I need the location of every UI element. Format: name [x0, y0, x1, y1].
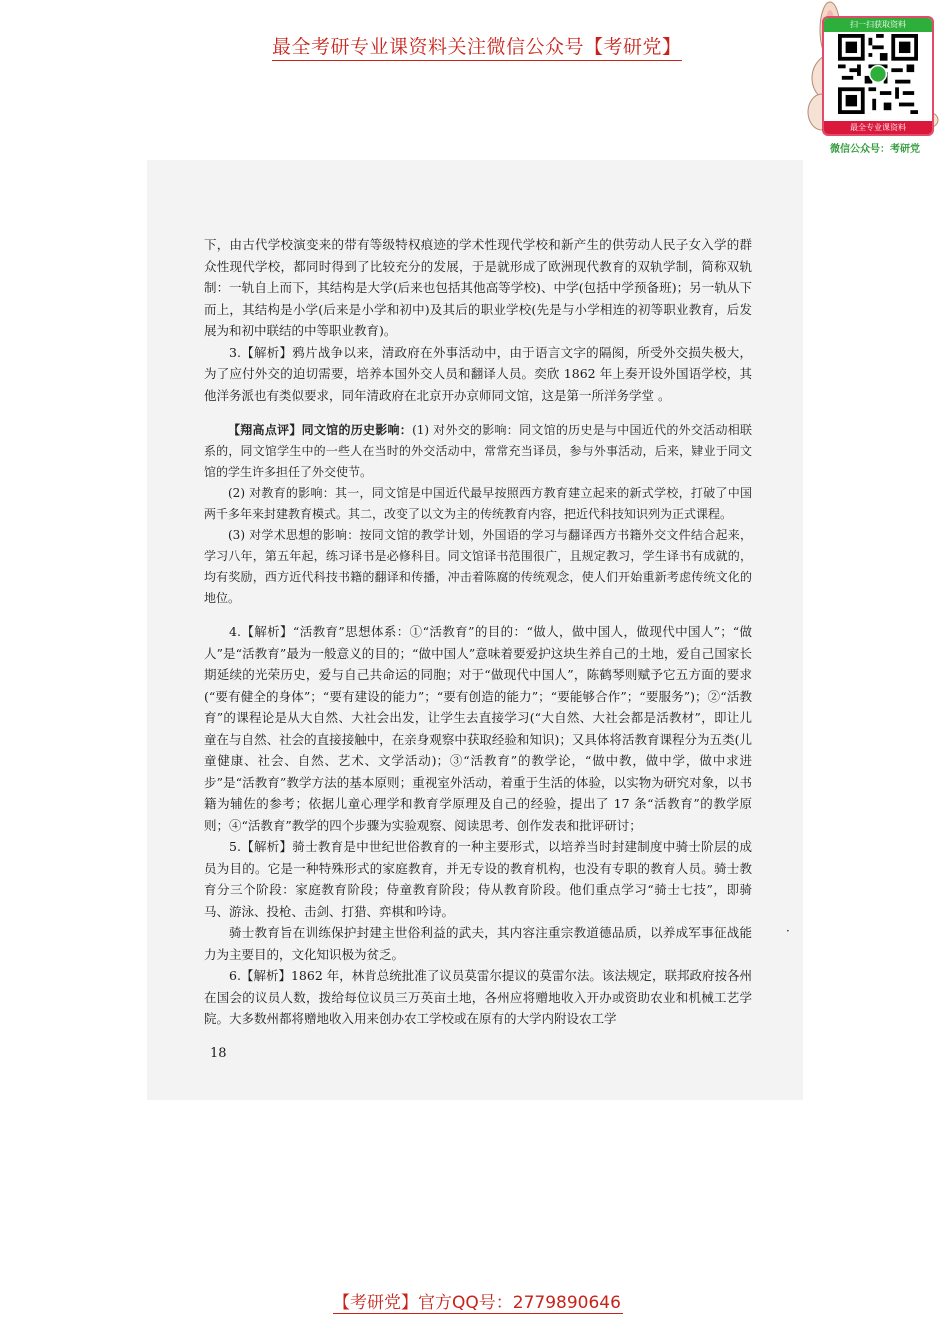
- wechat-account-label: 微信公众号：考研党: [830, 144, 920, 155]
- paragraph-continued: 下，由古代学校演变来的带有等级特权痕迹的学术性现代学校和新产生的供劳动人民子女入学的群众性现代学校，都同时得到了比较充分的发展，于是就形成了欧洲现代教育的双轨学制，简称双轨制：一轨自上而下，其结构是大学(后来也包括其他高等学校)、中学(包括中学预备班)；另一轨从下而上，其结构是小学(后来是小学和初中)及其后的职业学校(先是与小学相连的初等职业教育，后发展为和初中联结的中等职业教育)。: [204, 237, 752, 338]
- footer-contact[interactable]: 【考研党】官方QQ号：2779890646: [333, 1288, 623, 1314]
- paragraph-knight-education: 骑士教育旨在训练保护封建主世俗利益的武夫，其内容注重宗教道德品质，以养成军事征战能力为主要目的，文化知识极为贫乏。: [204, 925, 752, 962]
- note-paragraph-1-text: (1) 对外交的影响：同文馆的历史是与中国近代的外交活动相联系的，同文馆学生中的一些人在当时的外交活动中，常常充当译员，参与外事活动，后来，肄业于同文馆的学生许多担任了外交使节。: [204, 423, 752, 479]
- page-number: 18: [210, 1046, 227, 1061]
- qr-bottom-label: 最全专业课资料: [824, 121, 932, 134]
- qr-promo[interactable]: [800, 0, 950, 160]
- document-body: [204, 234, 752, 1030]
- top-banner[interactable]: 最全考研专业课资料关注微信公众号【考研党】: [272, 32, 682, 61]
- note-paragraph-1: [204, 420, 752, 483]
- note-paragraph-3: (3) 对学术思想的影响：按同文馆的教学计划，外国语的学习与翻译西方书籍外交文件结合起来，学习八年，第五年起，练习译书是必修科目。同文馆译书范围很广，且规定教习，学生译书有成就的，均有奖励，西方近代科技书籍的翻译和传播，冲击着陈腐的传统观念，使人们开始重新考虑传统文化的地位。: [204, 528, 752, 605]
- paragraph-answer-3: 3.【解析】鸦片战争以来，清政府在外事活动中，由于语言文字的隔阂，所受外交损失极大，为了应付外交的迫切需要，培养本国外交人员和翻译人员。奕欣 1862 年上奏开设外国语学校，其他洋务派也有类似要求，同年清政府在北京开办京师同文馆，这是第一所洋务学堂 。: [204, 344, 752, 403]
- paragraph-answer-4: 4.【解析】“活教育”思想体系：①“活教育”的目的：“做人，做中国人，做现代中国人”；“做人”是“活教育”最为一般意义的目的；“做中国人”意味着要爱护这块生养自己的土地，爱自己国家长期延续的光荣历史，爱与自己共命运的同胞；对于“做现代中国人”，陈鹤琴则赋予它五方面的要求(“要有健全的身体”；“要有建设的能力”；“要有创造的能力”；“要能够合作”；“要服务”)；②“活教育”的课程论是从大自然、大社会出发，让学生去直接学习(“大自然、大社会都是活教材”，即让儿童在与自然、社会的直接接触中，在亲身观察中获取经验和知识)；又具体将活教育课程分为五类(儿童健康、社会、自然、艺术、文学活动)；③“活教育”的教学论，“做中教，做中学，做中求进步”是“活教育”教学方法的基本原则；重视室外活动，着重于生活的体验，以实物为研究对象，以书籍为辅佐的参考；依据儿童心理学和教育学原理及自己的经验，提出了 17 条“活教育”的教学原则；④“活教育”教学的四个步骤为实验观察、阅读思考、创作发表和批评研讨；: [204, 624, 752, 833]
- qr-code-icon[interactable]: [838, 34, 918, 114]
- paragraph-answer-6: 6.【解析】1862 年，林肯总统批准了议员莫雷尔提议的莫雷尔法。该法规定，联邦政府按各州在国会的议员人数，拨给每位议员三万英亩土地，各州应将赠地收入开办或资助农业和机械工艺学院。大多数州都将赠地收入用来创办农工学校或在原有的大学内附设农工学: [204, 968, 752, 1026]
- note-label: 【翔高点评】同文馆的历史影响：: [228, 423, 413, 437]
- commentary-note: [204, 420, 752, 609]
- qr-card[interactable]: [822, 16, 934, 136]
- paragraph-answer-5: 5.【解析】骑士教育是中世纪世俗教育的一种主要形式，以培养当时封建制度中骑士阶层的成员为目的。它是一种特殊形式的家庭教育，并无专设的教育机构，也没有专职的教育人员。骑士教育分三个阶段：家庭教育阶段；侍童教育阶段；侍从教育阶段。他们重点学习“骑士七技”，即骑马、游泳、投枪、击剑、打猎、弈棋和吟诗。: [204, 839, 752, 919]
- qr-top-label: 扫一扫获取资料: [824, 18, 932, 32]
- note-paragraph-2: (2) 对教育的影响：其一，同文馆是中国近代最早按照西方教育建立起来的新式学校，打破了中国两千多年来封建教育模式。其二，改变了以文为主的传统教育内容，把近代科技知识列为正式课程。: [204, 486, 752, 521]
- stray-mark: ·: [786, 924, 790, 938]
